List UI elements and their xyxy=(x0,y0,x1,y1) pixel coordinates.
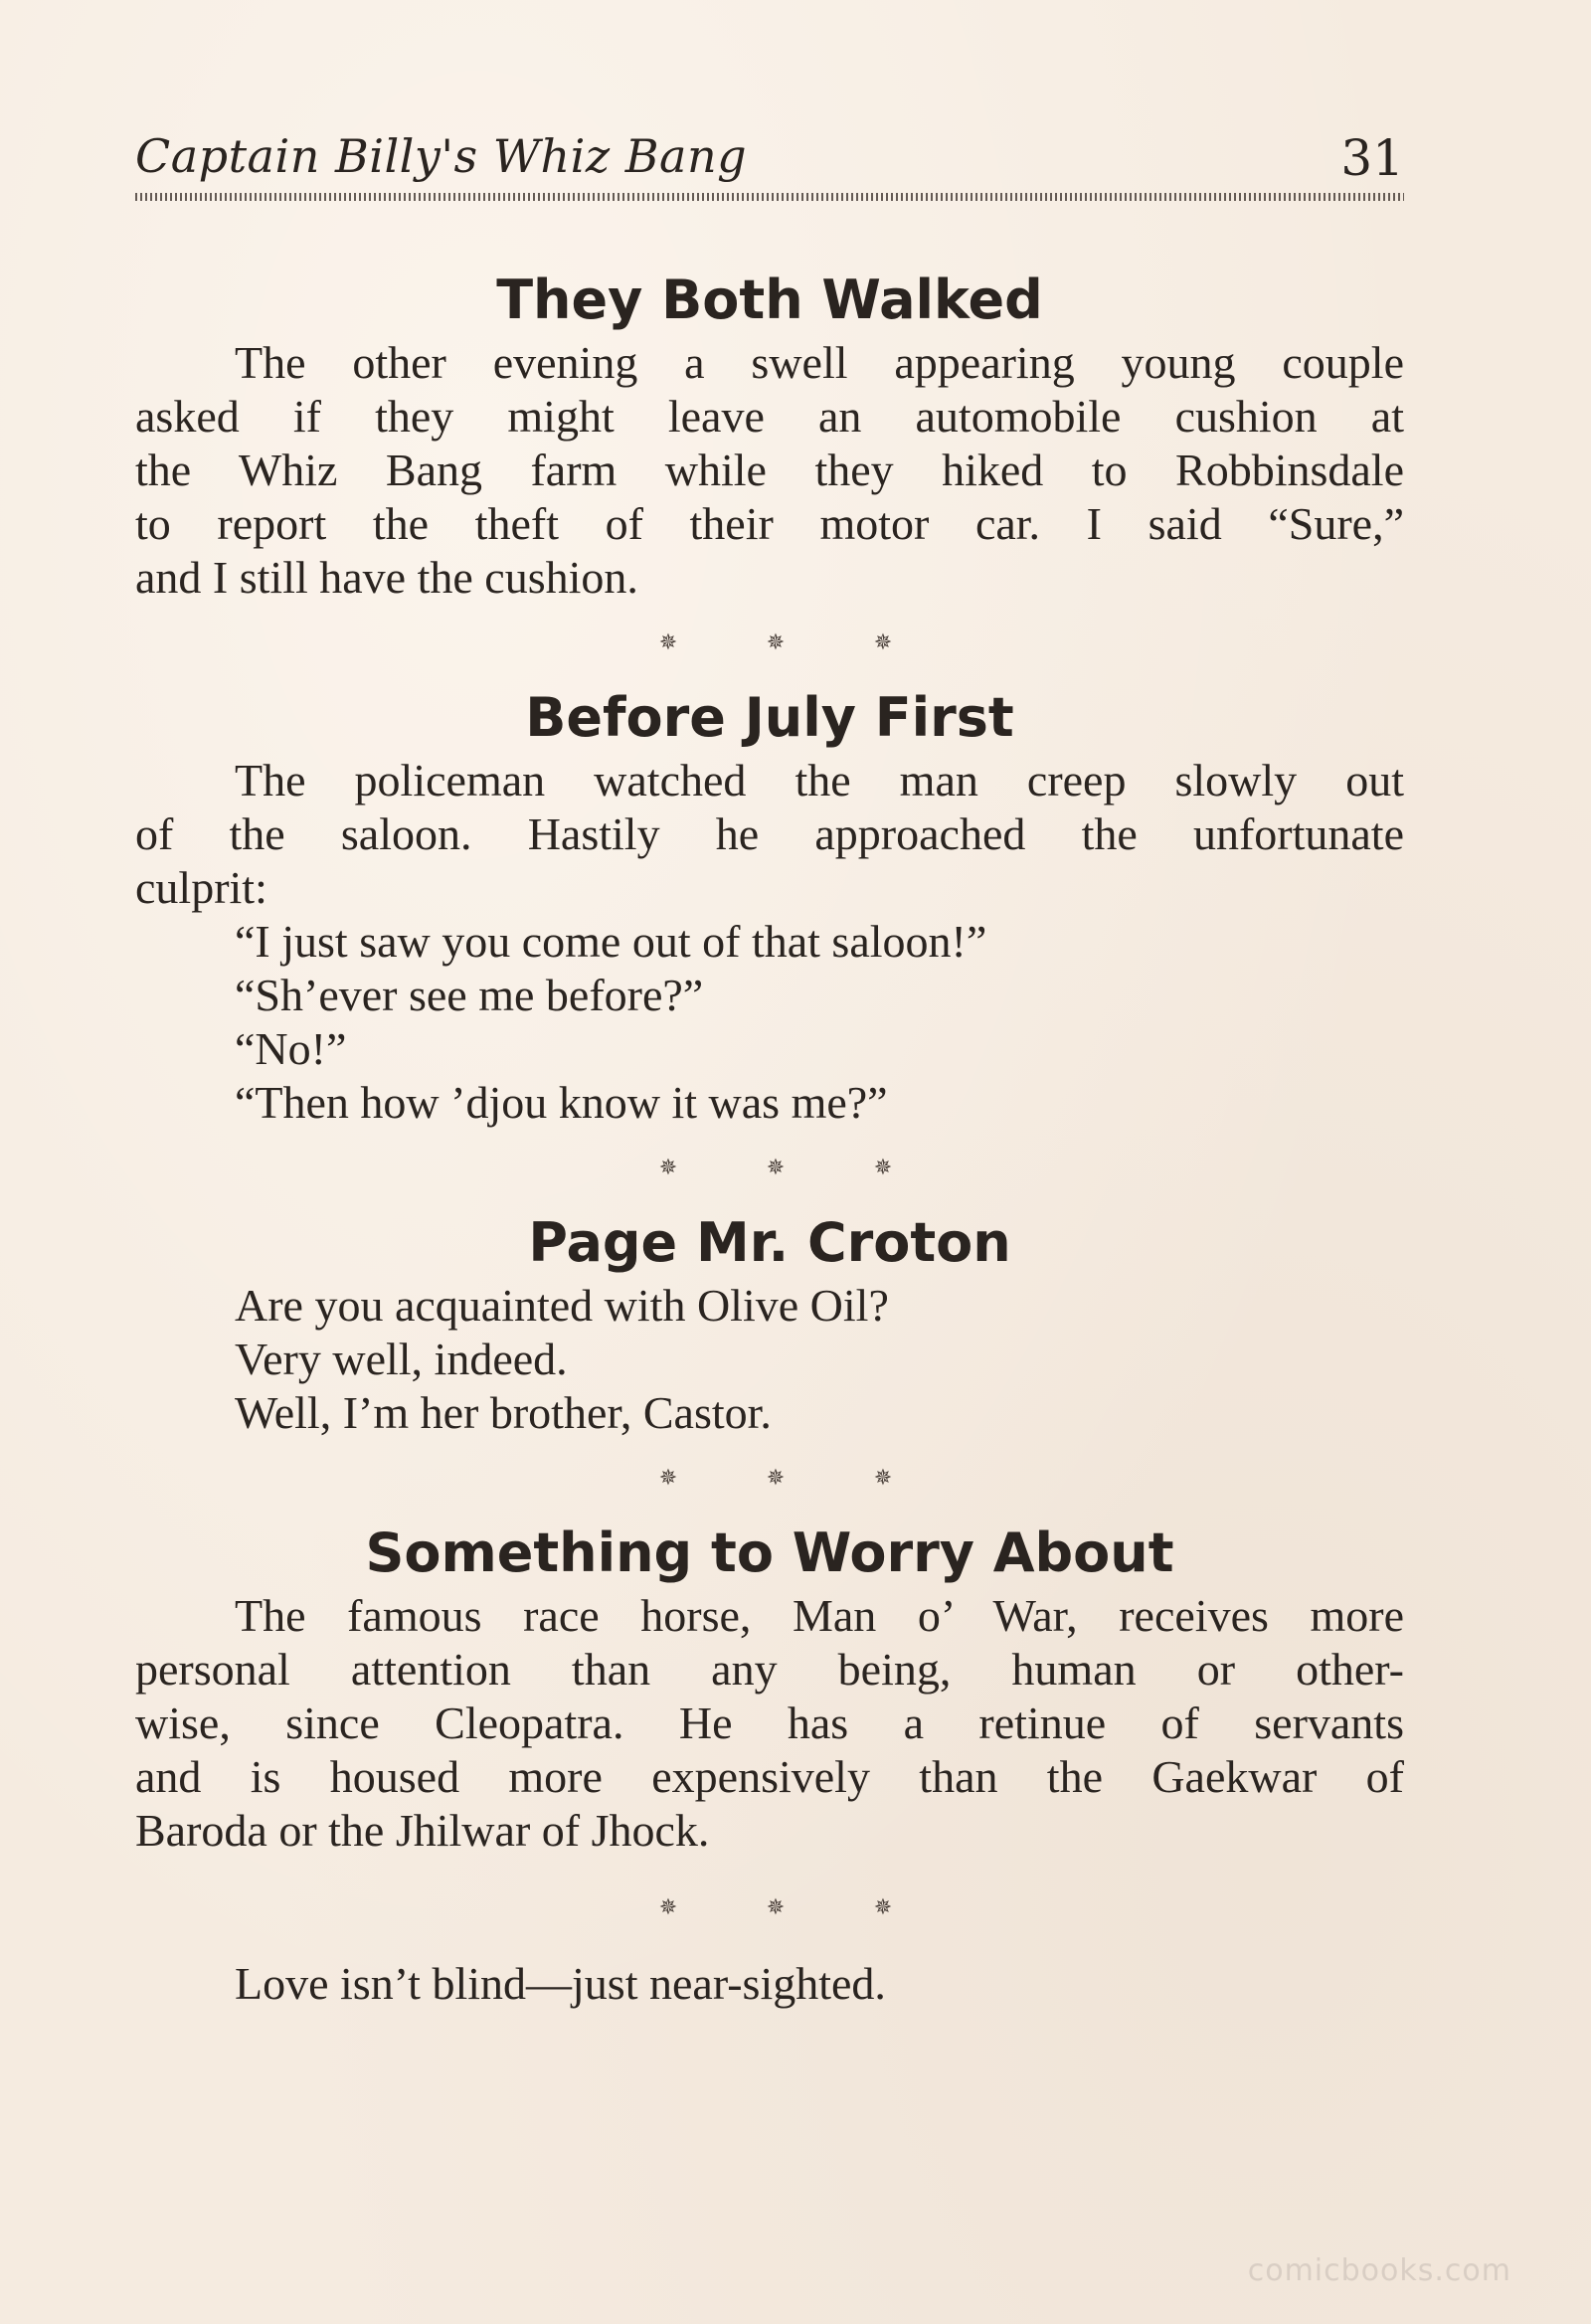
header-rule xyxy=(135,193,1404,201)
asterisk-icon: ✵ xyxy=(658,1156,678,1180)
paragraph-line: The policeman watched the man creep slowly out xyxy=(235,755,1404,805)
asterisk-icon: ✵ xyxy=(873,1895,893,1920)
paragraph-line: culprit: xyxy=(135,862,267,913)
paragraph-line: personal attention than any being, human or other- xyxy=(135,1644,1404,1695)
paragraph-line: and is housed more expensively than the Gaekwar of xyxy=(135,1751,1404,1802)
paragraph-line: the Whiz Bang farm while they hiked to Robbinsdale xyxy=(135,445,1404,495)
asterisk-icon: ✵ xyxy=(766,1466,786,1491)
dialogue-line: “Sh’ever see me before?” xyxy=(235,970,704,1020)
running-head xyxy=(135,119,1404,199)
section-title-before-july-first: Before July First xyxy=(525,686,1014,749)
asterisk-icon: ✵ xyxy=(766,630,786,655)
dialogue-line: “No!” xyxy=(235,1023,347,1074)
publication-title: Captain Billy's Whiz Bang xyxy=(135,129,748,183)
section-separator xyxy=(656,1466,895,1491)
paragraph-line: to report the theft of their motor car. I said “Sure,” xyxy=(135,498,1404,549)
paragraph-line: asked if they might leave an automobile cushion at xyxy=(135,391,1404,442)
paragraph-line: Baroda or the Jhilwar of Jhock. xyxy=(135,1805,710,1856)
section-title-page-mr-croton: Page Mr. Croton xyxy=(528,1211,1011,1274)
paragraph-line: The other evening a swell appearing young couple xyxy=(235,337,1404,388)
asterisk-icon: ✵ xyxy=(873,1156,893,1180)
dialogue-line: “I just saw you come out of that saloon!” xyxy=(235,916,987,967)
asterisk-icon: ✵ xyxy=(658,1466,678,1491)
asterisk-icon: ✵ xyxy=(873,1466,893,1491)
section-separator xyxy=(656,1895,895,1920)
asterisk-icon: ✵ xyxy=(658,630,678,655)
asterisk-icon: ✵ xyxy=(658,1895,678,1920)
dialogue-line: “Then how ’djou know it was me?” xyxy=(235,1077,888,1128)
paragraph-line: of the saloon. Hastily he approached the unfortunate xyxy=(135,808,1404,859)
section-separator xyxy=(656,630,895,655)
watermark: comicbooks.com xyxy=(1247,2253,1511,2288)
paragraph-line: Very well, indeed. xyxy=(235,1334,568,1384)
section-title-they-both-walked: They Both Walked xyxy=(496,268,1043,331)
paragraph-line: and I still have the cushion. xyxy=(135,552,638,603)
paragraph-line: wise, since Cleopatra. He has a retinue of servants xyxy=(135,1698,1404,1748)
section-title-something-to-worry-about: Something to Worry About xyxy=(365,1521,1174,1584)
paragraph-line: Are you acquainted with Olive Oil? xyxy=(235,1280,889,1331)
page-number: 31 xyxy=(1340,129,1404,187)
paragraph-line: Well, I’m her brother, Castor. xyxy=(235,1387,772,1438)
section-separator xyxy=(656,1156,895,1180)
asterisk-icon: ✵ xyxy=(873,630,893,655)
paragraph-line: The famous race horse, Man o’ War, receives more xyxy=(235,1590,1404,1641)
asterisk-icon: ✵ xyxy=(766,1156,786,1180)
closing-quip: Love isn’t blind—just near-sighted. xyxy=(235,1958,886,2009)
asterisk-icon: ✵ xyxy=(766,1895,786,1920)
